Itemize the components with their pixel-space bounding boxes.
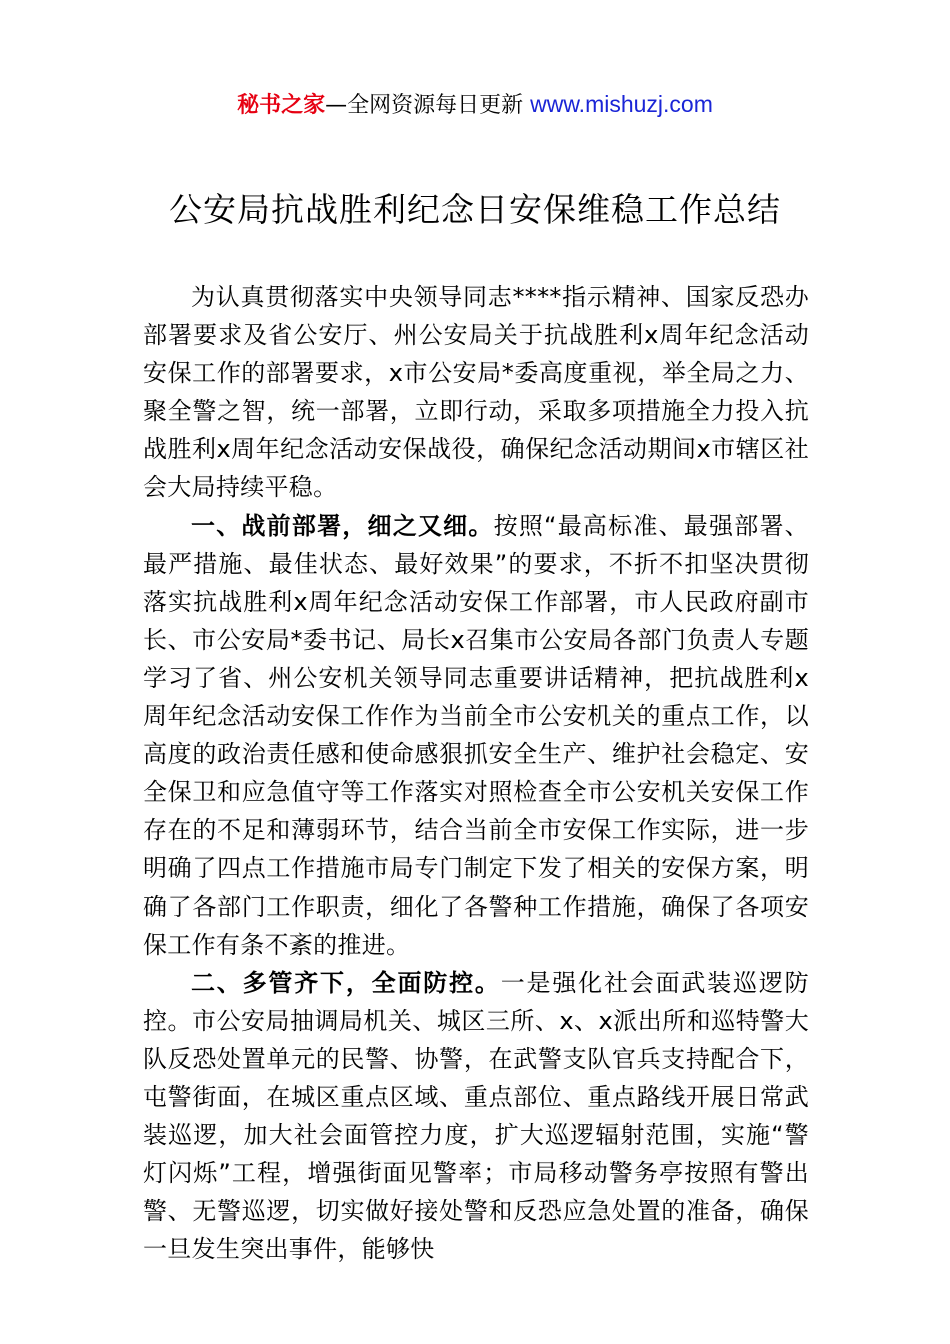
paragraph-text: 为认真贯彻落实中央领导同志****指示精神、国家反恐办部署要求及省公安厅、州公安局关于抗战胜利x周年纪念活动安保工作的部署要求，x市公安局*委高度重视，举全局之力、聚全警之智，统一部署，立即行动，采取多项措施全力投入抗战胜利x周年纪念活动安保战役，确保纪念活动期间x市辖区社会大局持续平稳。 (143, 283, 809, 502)
site-tagline: —全网资源每日更新 (325, 93, 531, 118)
paragraph-section-2 (143, 964, 809, 1269)
paragraph-heading: 二、多管齐下，全面防控。 (191, 968, 501, 997)
paragraph-section-1 (143, 507, 809, 964)
document-body (143, 278, 809, 1268)
paragraph-heading: 一、战前部署，细之又细。 (191, 511, 494, 540)
site-brand: 秘书之家 (237, 93, 326, 118)
paragraph-text: 一是强化社会面武装巡逻防控。市公安局抽调局机关、城区三所、x、x派出所和巡特警大队反恐处置单元的民警、协警，在武警支队官兵支持配合下，屯警街面，在城区重点区域、重点部位、重点路线开展日常武装巡逻，加大社会面管控力度，扩大巡逻辐射范围，实施“警灯闪烁”工程，增强街面见警率；市局移动警务亭按照有警出警、无警巡逻，切实做好接处警和反恐应急处置的准备，确保一旦发生突出事件，能够快 (143, 968, 810, 1264)
document-title: 公安局抗战胜利纪念日安保维稳工作总结 (169, 190, 781, 229)
site-banner (0, 88, 950, 122)
site-url-link[interactable]: www.mishuzj.com (530, 91, 713, 117)
paragraph-text: 按照“最高标准、最强部署、最严措施、最佳状态、最好效果”的要求，不折不扣坚决贯彻落实抗战胜利x周年纪念活动安保工作部署，市人民政府副市长、市公安局*委书记、局长x召集市公安局各部门负责人专题学习了省、州公安机关领导同志重要讲话精神，把抗战胜利x周年纪念活动安保工作作为当前全市公安机关的重点工作，以高度的政治责任感和使命感狠抓安全生产、维护社会稳定、安全保卫和应急值守等工作落实对照检查全市公安机关安保工作存在的不足和薄弱环节，结合当前全市安保工作实际，进一步明确了四点工作措施市局专门制定下发了相关的安保方案，明确了各部门工作职责，细化了各警种工作措施，确保了各项安保工作有条不紊的推进。 (143, 511, 809, 959)
paragraph-intro (143, 278, 809, 507)
